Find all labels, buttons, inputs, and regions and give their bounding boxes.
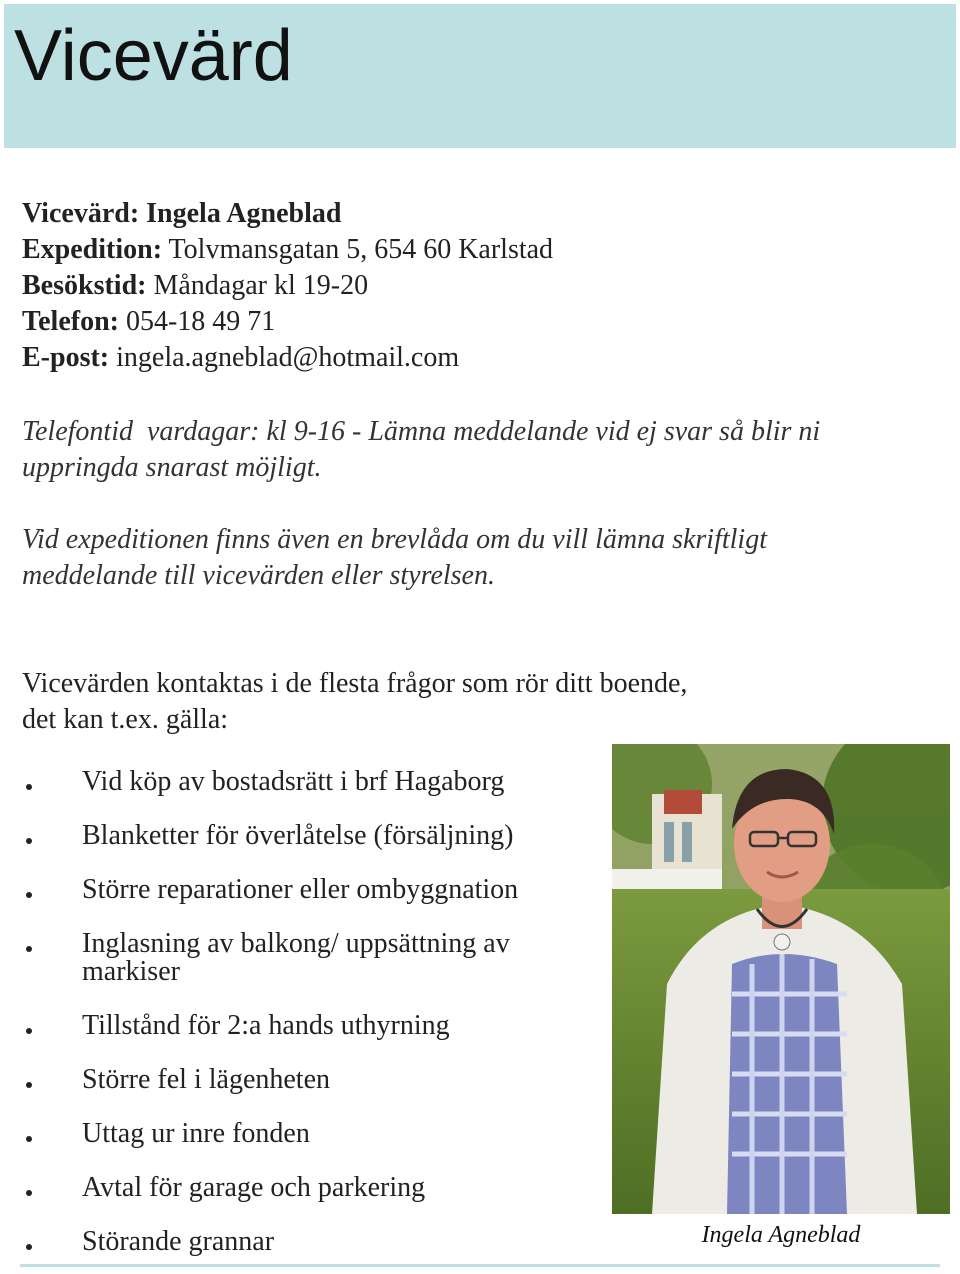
intro-paragraph xyxy=(22,666,822,738)
contact-label: Vicevärd: xyxy=(22,198,140,229)
contact-block xyxy=(22,196,553,376)
list-item: Avtal för garage och parkering xyxy=(22,1174,602,1202)
contact-value: Tolvmansgatan 5, 654 60 Karlstad xyxy=(168,234,554,265)
phone-note-line: Telefontid vardagar: kl 9-16 - Lämna meddelande vid ej svar så blir ni xyxy=(22,416,821,447)
contact-label: Besökstid: xyxy=(22,270,147,301)
intro-line: det kan t.ex. gälla: xyxy=(22,704,229,735)
header-banner xyxy=(4,4,956,148)
list-item: Större reparationer eller ombyggnation xyxy=(22,876,602,904)
contact-row-expedition xyxy=(22,232,553,268)
intro-line: Vicevärden kontaktas i de flesta frågor som rör ditt boende, xyxy=(22,668,688,699)
phone-note-line: uppringda snarast möjligt. xyxy=(22,452,322,483)
photo-caption: Ingela Agneblad xyxy=(701,1222,861,1248)
mailbox-note-line: meddelande till vicevärden eller styrelsen. xyxy=(22,560,495,591)
list-item: Större fel i lägenheten xyxy=(22,1066,602,1094)
contact-value: 054-18 49 71 xyxy=(125,306,276,337)
list-item: Inglasning av balkong/ uppsättning av markiser xyxy=(22,930,542,986)
contact-row-vicevard xyxy=(22,196,553,232)
footer-divider xyxy=(20,1264,940,1267)
topic-list xyxy=(22,768,602,1256)
contact-label: E-post: xyxy=(22,342,110,373)
mailbox-note xyxy=(22,522,942,594)
contact-label: Telefon: xyxy=(22,306,119,337)
portrait-photo xyxy=(612,744,950,1214)
contact-row-besokstid xyxy=(22,268,553,304)
mailbox-note-line: Vid expeditionen finns även en brevlåda om du vill lämna skriftligt xyxy=(22,524,767,555)
list-item: Tillstånd för 2:a hands uthyrning xyxy=(22,1012,602,1040)
portrait-illustration xyxy=(612,744,950,1214)
email-link[interactable]: ingela.agneblad@hotmail.com xyxy=(116,342,460,373)
contact-row-telefon xyxy=(22,304,553,340)
list-item: Uttag ur inre fonden xyxy=(22,1120,602,1148)
contact-value: Måndagar kl 19-20 xyxy=(153,270,369,301)
list-item: Störande grannar xyxy=(22,1228,602,1256)
contact-label: Expedition: xyxy=(22,234,163,265)
contact-row-epost xyxy=(22,340,553,376)
contact-value: Ingela Agneblad xyxy=(146,198,342,229)
phone-note xyxy=(22,414,942,486)
list-item: Vid köp av bostadsrätt i brf Hagaborg xyxy=(22,768,602,796)
list-item: Blanketter för överlåtelse (försäljning) xyxy=(22,822,602,850)
page-title: Vicevärd xyxy=(14,16,293,96)
